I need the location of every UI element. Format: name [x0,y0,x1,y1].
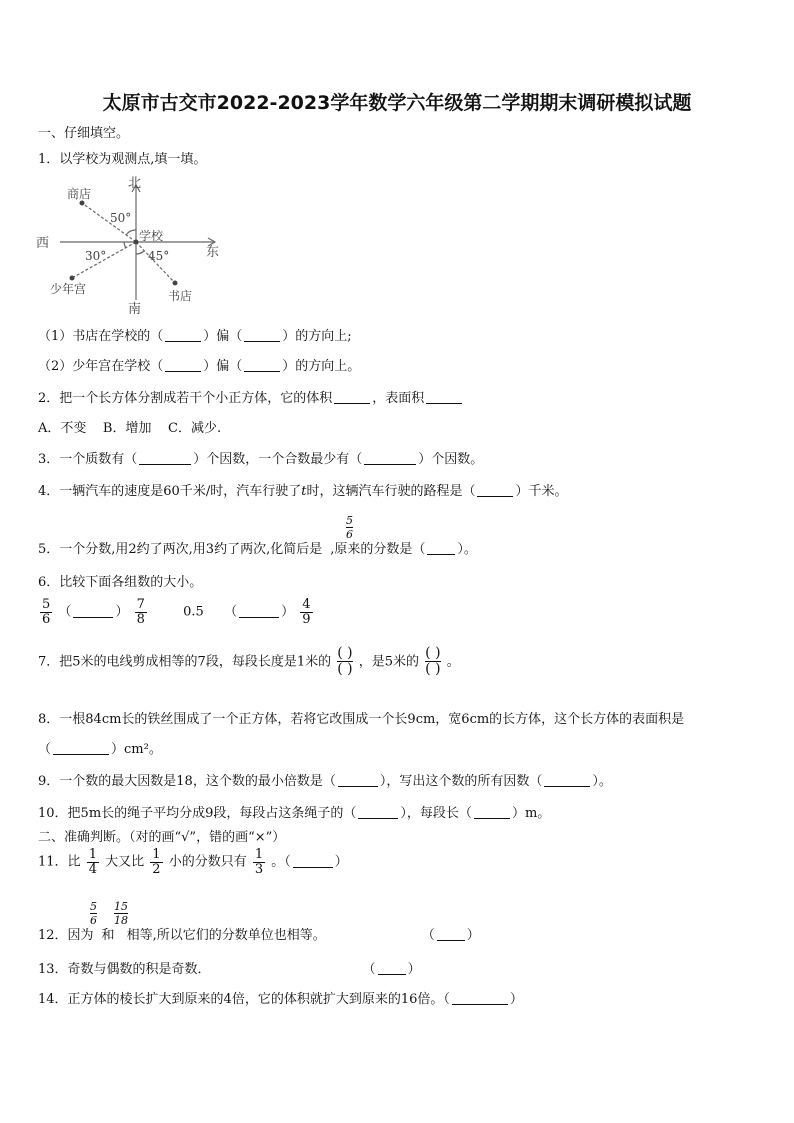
answer-blank[interactable] [53,742,109,755]
label-shop: 商店 [67,187,92,201]
label-bookstore: 书店 [168,289,193,303]
page-title: 太原市古交市2022-2023学年数学六年级第二学期期末调研模拟试题 [102,92,692,114]
answer-blank[interactable] [364,452,416,465]
answer-blank[interactable] [139,452,191,465]
question-3: 3．一个质数有（ ）个因数，一个合数最少有（ ）个因数。 [38,452,484,467]
answer-blank[interactable] [293,855,333,868]
fraction: $\frac{4}{9}$ [302,597,311,627]
question-9: 9．一个数的最大因数是18，这个数的最小倍数是（ ），写出这个数的所有因数（ ）。 [38,774,612,789]
answer-blank[interactable] [437,928,465,941]
label-west: 西 [36,236,50,251]
label-angle-45: 45° [148,249,170,263]
question-10: 10．把5m长的绳子平均分成9段，每段占这条绳子的（ ），每段长（ ）m。 [38,806,551,821]
school-point-icon [134,240,139,245]
answer-blank[interactable] [165,359,201,372]
question-4: 4．一辆汽车的速度是60千米/时，汽车行驶了t时，这辆汽车行驶的路程是（ ）千米。 [38,484,568,499]
fraction: $\frac{1}{2}$ [152,847,161,877]
question-12-fraction-2: 15 18 [114,900,128,927]
question-14: 14．正方体的棱长扩大到原来的4倍，它的体积就扩大到原来的16倍。（ ） [38,992,523,1007]
question-12-fraction-1: 5 6 [90,900,97,927]
answer-fraction-box[interactable]: ( ) ( ) [337,645,353,678]
bookstore-point-icon [173,281,178,286]
answer-blank[interactable] [244,329,280,342]
compass-diagram [30,170,240,315]
answer-blank[interactable] [165,329,201,342]
question-8-line-1: 8．一根84cm长的铁丝围成了一个正方体，若将它改围成一个长9cm，宽6cm的长方体，这个长方体的表面积是 [38,712,685,727]
label-school: 学校 [139,229,164,243]
answer-blank[interactable] [334,391,370,404]
answer-blank[interactable] [544,774,590,787]
label-angle-30: 30° [85,249,107,263]
question-6-stem: 6．比较下面各组数的大小。 [38,575,203,590]
question-5: 5．一个分数,用2约了两次,用3约了两次,化简后是 ,原来的分数是（ ）。 [38,542,477,557]
answer-blank[interactable] [426,391,462,404]
answer-blank[interactable] [358,806,398,819]
shop-point-icon [80,201,85,206]
answer-blank[interactable] [239,605,279,618]
answer-blank[interactable] [73,605,113,618]
question-6-comparisons: $\frac{5}{6}$ （ ） $\frac{7}{8}$ 0.5 （ ） $\frac{4}{9}$ [42,597,311,627]
question-12: 12．因为 和 相等,所以它们的分数单位也相等。 （ ） [38,928,480,943]
question-8-line-2: （ ）cm²。 [38,742,162,757]
question-2-stem: 2．把一个长方体分割成若干个小正方体，它的体积 ，表面积 [38,387,464,406]
answer-blank[interactable] [244,359,280,372]
section-2-heading: 二、准确判断。（对的画“√”，错的画“×”） [38,830,286,845]
answer-fraction-box[interactable]: ( ) ( ) [425,645,441,678]
label-youth: 少年宫 [50,282,87,296]
question-1-sub-1: （1）书店在学校的（ ）偏（ ）的方向上; [38,329,352,344]
question-11: 11．比 $\frac{1}{4}$ 大又比 $\frac{1}{2}$ 小的分数只有 $\frac{1}{3}$ 。（ ） [38,847,348,877]
question-7: 7．把5米的电线剪成相等的7段，每段长度是1米的 ( ) ( ) ，是5米的 ( ) ( ) 。 [38,645,460,678]
question-2-options: A．不变 B．增加 C．减少. [38,421,222,436]
answer-blank[interactable] [452,992,508,1005]
fraction: $\frac{1}{3}$ [254,847,264,877]
answer-blank[interactable] [474,806,510,819]
label-east: 东 [206,245,220,260]
fraction: $\frac{7}{8}$ [136,597,145,627]
answer-blank[interactable] [427,542,455,555]
youth-point-icon [70,276,75,281]
angle-45-arc [136,251,144,254]
label-angle-50: 50° [110,211,132,225]
answer-blank[interactable] [477,484,513,497]
answer-blank[interactable] [338,774,378,787]
label-south: 南 [128,302,142,315]
section-1-heading: 一、仔细填空。 [38,126,130,141]
fraction: $\frac{5}{6}$ [42,597,51,627]
question-5-fraction: 5 6 [346,514,353,541]
label-north: 北 [128,176,142,191]
angle-30-arc [124,242,126,248]
question-1-stem: 1．以学校为观测点,填一填。 [38,152,207,167]
answer-blank[interactable] [378,962,406,975]
fraction: $\frac{1}{4}$ [88,847,97,877]
question-13: 13．奇数与偶数的积是奇数． （ ） [38,962,421,977]
question-1-sub-2: （2）少年宫在学校（ ）偏（ ）的方向上。 [38,359,361,374]
angle-50-arc [126,230,136,235]
